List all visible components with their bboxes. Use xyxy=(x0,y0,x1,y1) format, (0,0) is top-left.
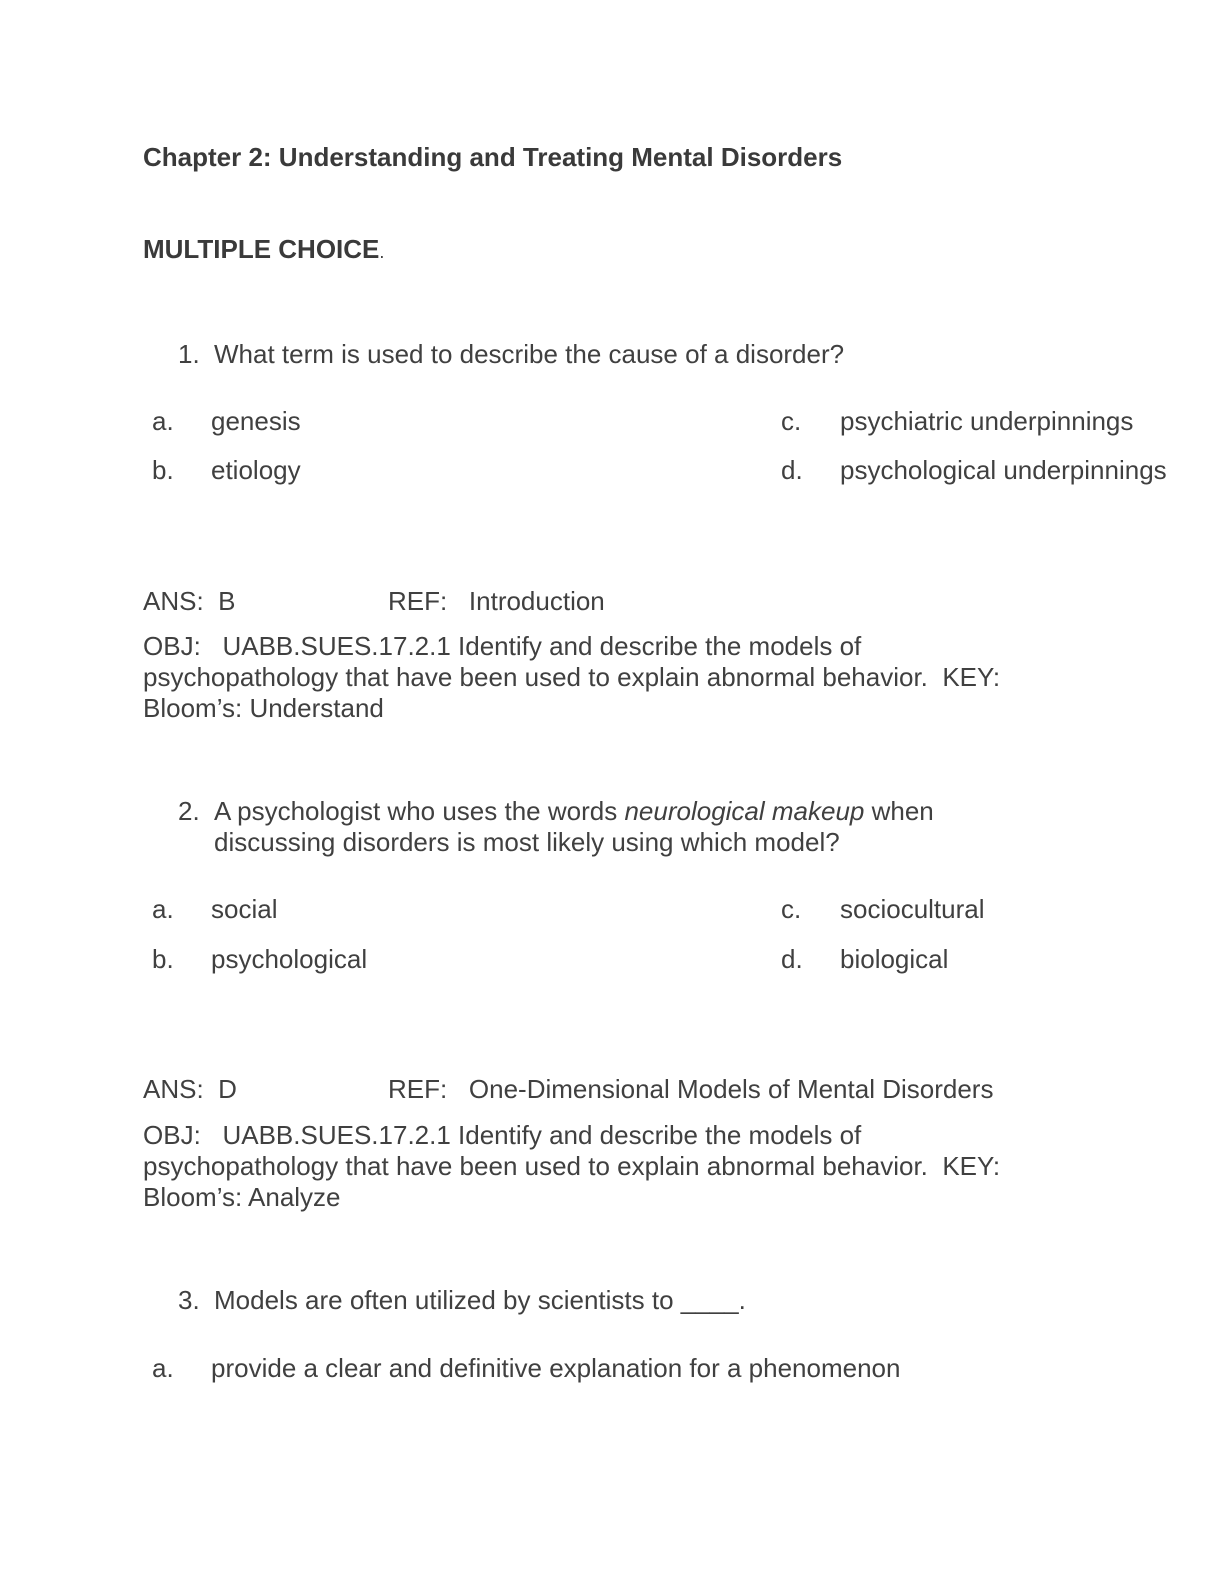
key-value: Bloom’s: Analyze xyxy=(143,1182,341,1212)
option-text: psychiatric underpinnings xyxy=(840,406,1134,436)
obj-label: OBJ: xyxy=(143,1120,201,1150)
question-number: 1. xyxy=(178,339,200,369)
option-letter: c. xyxy=(781,406,802,436)
ans-label: ANS: xyxy=(143,586,204,616)
section-heading-text: MULTIPLE CHOICE xyxy=(143,234,380,264)
ans-label: ANS: xyxy=(143,1074,204,1104)
key-label: KEY: xyxy=(942,662,1001,692)
ref-label: REF: xyxy=(388,1074,448,1104)
section-heading xyxy=(143,234,384,265)
ans-value: D xyxy=(218,1074,237,1104)
ref-value: Introduction xyxy=(468,586,605,616)
question-text: Models are often utilized by scientists to ____. xyxy=(214,1285,746,1315)
option-text: social xyxy=(211,894,278,924)
option-letter: d. xyxy=(781,455,803,485)
key-label: KEY: xyxy=(942,1151,1001,1181)
answer-line xyxy=(143,1074,237,1105)
ref-label: REF: xyxy=(388,586,448,616)
option-text: genesis xyxy=(211,406,301,436)
option-letter: a. xyxy=(152,406,174,436)
obj-text: UABB.SUES.17.2.1 Identify and describe the models of psychopathology that have been used to explain abnormal behavior. xyxy=(143,631,928,692)
question-1 xyxy=(0,339,1224,371)
option-text: psychological underpinnings xyxy=(840,455,1167,485)
option-text: biological xyxy=(840,944,949,974)
question-2 xyxy=(0,796,1224,860)
ref-value: One-Dimensional Models of Mental Disorders xyxy=(468,1074,994,1104)
answer-line xyxy=(143,586,235,617)
question-text-part: when discussing disorders is most likely using which model? xyxy=(214,796,934,857)
obj-text: UABB.SUES.17.2.1 Identify and describe the models of psychopathology that have been used to explain abnormal behavior. xyxy=(143,1120,928,1181)
question-3 xyxy=(0,1285,1224,1317)
question-number: 3. xyxy=(178,1285,200,1315)
ref-line xyxy=(388,1074,993,1105)
option-letter: c. xyxy=(781,894,802,924)
question-text-part: A psychologist who uses the words xyxy=(214,796,625,826)
option-letter: a. xyxy=(152,894,174,924)
key-value: Bloom’s: Understand xyxy=(143,693,384,723)
question-number: 2. xyxy=(178,796,200,826)
option-letter: b. xyxy=(152,944,174,974)
option-text: provide a clear and definitive explanation for a phenomenon xyxy=(211,1353,901,1383)
option-letter: a. xyxy=(152,1353,174,1383)
chapter-title: Chapter 2: Understanding and Treating Mental Disorders xyxy=(143,142,843,172)
option-letter: b. xyxy=(152,455,174,485)
obj-label: OBJ: xyxy=(143,631,201,661)
question-text xyxy=(214,796,974,858)
question-text-italic: neurological makeup xyxy=(624,796,865,826)
option-text: psychological xyxy=(211,944,368,974)
option-text: etiology xyxy=(211,455,301,485)
ans-value: B xyxy=(218,586,236,616)
option-letter: d. xyxy=(781,944,803,974)
question-text: What term is used to describe the cause of a disorder? xyxy=(214,339,845,369)
ref-line xyxy=(388,586,605,617)
section-heading-dot: . xyxy=(379,242,385,262)
objective-block xyxy=(143,1120,1043,1213)
option-text: sociocultural xyxy=(840,894,985,924)
objective-block xyxy=(143,631,1043,724)
